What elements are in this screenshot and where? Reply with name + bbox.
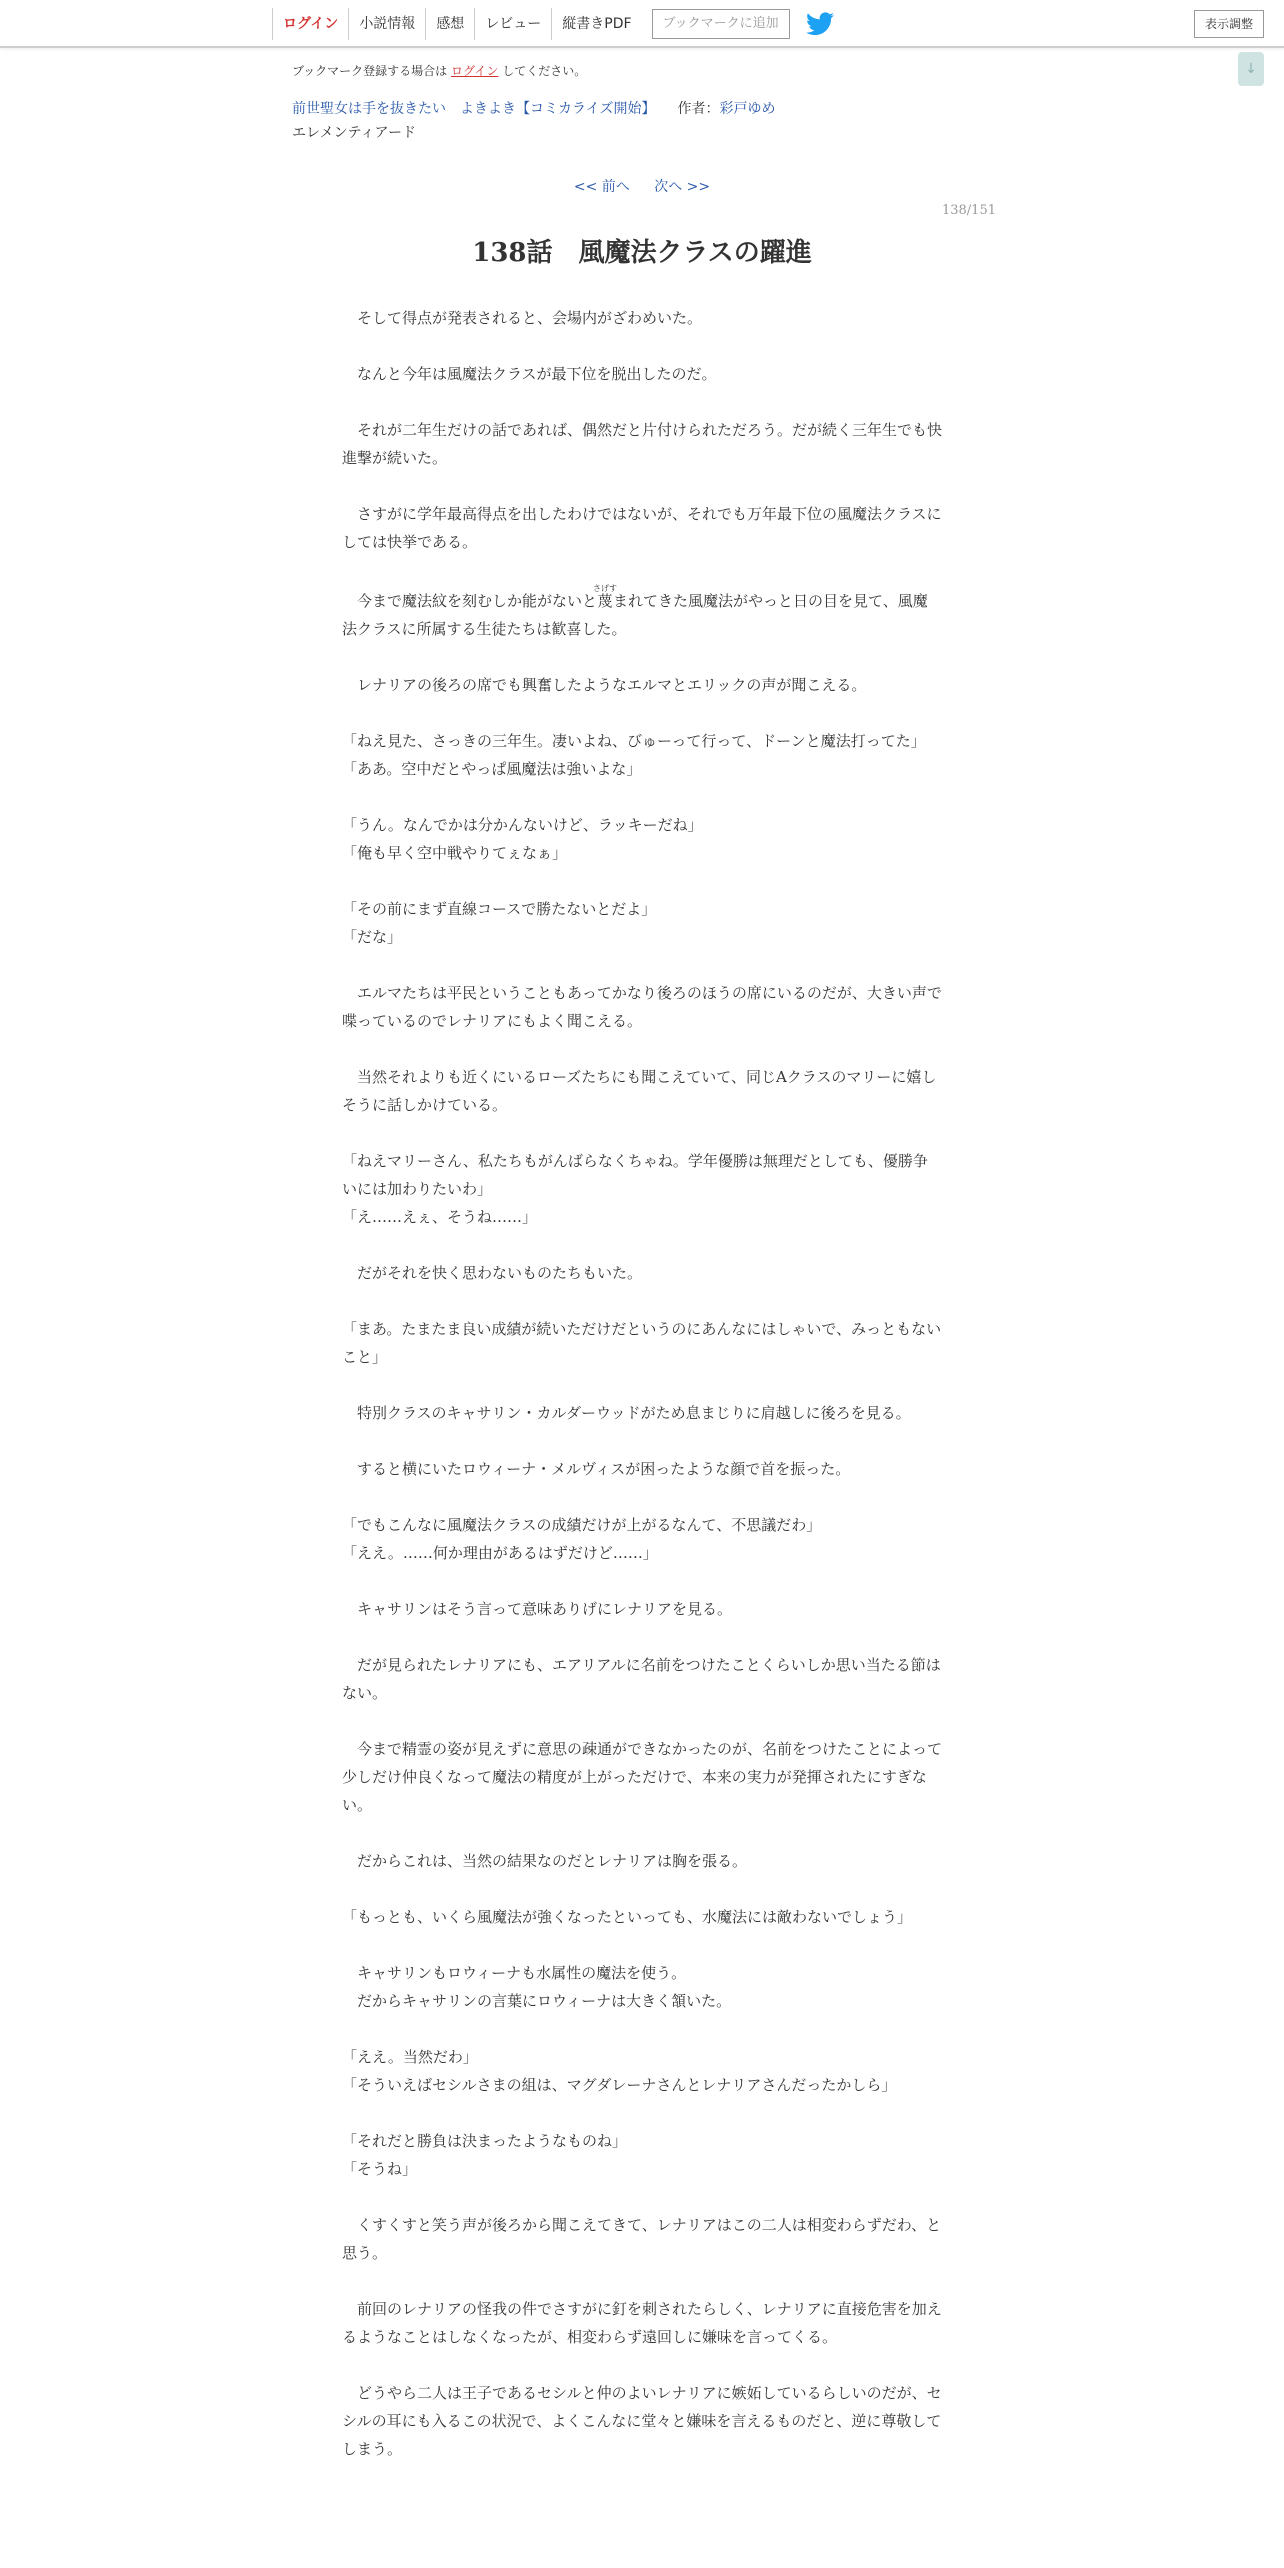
add-bookmark-button[interactable]: ブックマークに追加 [652,9,790,39]
display-settings-button[interactable]: 表示調整 [1194,10,1264,38]
body-paragraph: レナリアの後ろの席でも興奮したようなエルマとエリックの声が聞こえる。 [342,676,867,694]
bookmark-note-suffix: してください。 [502,64,587,78]
body-paragraph: キャサリンもロウィーナも水属性の魔法を使う。 [342,1964,687,1982]
body-paragraph: すると横にいたロウィーナ・メルヴィスが困ったような顔で首を振った。 [342,1460,851,1478]
body-paragraph: 特別クラスのキャサリン・カルダーウッドがため息まじりに肩越しに後ろを見る。 [342,1404,911,1422]
body-paragraph: どうやら二人は王子であるセシルと仲のよいレナリアに嫉妬しているらしいのだが、セシルの耳にも入るこの状況で、よくこんなに堂々と嫌味を言えるものだと、逆に尊敬してしまう。 [342,2384,942,2458]
blank-line [342,1231,942,1259]
nav-menu [272,8,834,40]
blank-line [342,556,942,584]
body-paragraph: 当然それよりも近くにいるローズたちにも聞こえていて、同じAクラスのマリーに嬉しそうに話しかけている。 [342,1068,937,1114]
chapter-pager [0,176,1284,196]
next-chapter-link[interactable]: 次へ >> [654,179,711,195]
body-paragraph: 「まあ。たまたま良い成績が続いただけだというのにあんなにはしゃいで、みっともないこと」 [342,1320,942,1366]
body-paragraph: 「そういえばセシルさまの組は、マグダレーナさんとレナリアさんだったかしら」 [342,2076,897,2094]
body-paragraph: 「俺も早く空中戦やりてぇなぁ」 [342,844,568,862]
blank-line [342,1035,942,1063]
login-link[interactable]: ログイン [272,8,348,40]
scroll-down-button[interactable]: ↓ [1238,52,1264,86]
blank-line [342,1707,942,1735]
publisher-label: エレメンティアード [292,125,417,141]
impressions-link[interactable]: 感想 [425,8,474,40]
body-paragraph: なんと今年は風魔法クラスが最下位を脱出したのだ。 [342,365,717,383]
body-paragraph: キャサリンはそう言って意味ありげにレナリアを見る。 [342,1600,733,1618]
blank-line [342,1931,942,1959]
body-paragraph: 「ええ。……何か理由があるはずだけど……」 [342,1544,658,1562]
author-label: 作者： [677,101,720,117]
body-paragraph: くすくすと笑う声が後ろから聞こえてきて、レナリアはこの二人は相変わらずだわ、と思う。 [342,2216,942,2262]
body-paragraph: 「それだと勝負は決まったようなものね」 [342,2132,628,2150]
blank-line [342,1483,942,1511]
novel-title-link[interactable]: 前世聖女は手を抜きたい よきよき【コミカライズ開始】 [292,101,656,117]
vertical-pdf-link[interactable]: 縦書きPDF [551,8,641,40]
page-number: 138/151 [941,203,996,218]
top-navigation-bar [0,0,1284,48]
body-paragraph: 「だな」 [342,928,403,946]
body-paragraph: だからこれは、当然の結果なのだとレナリアは胸を張る。 [342,1852,748,1870]
body-paragraph: 「うん。なんでかは分かんないけど、ラッキーだね」 [342,816,703,834]
bookmark-login-note [292,62,586,79]
blank-line [342,1623,942,1651]
prev-chapter-link[interactable]: << 前へ [573,179,630,195]
author-link[interactable]: 彩戸ゆめ [719,101,776,117]
body-paragraph: だからキャサリンの言葉にロウィーナは大きく頷いた。 [342,1992,732,2010]
blank-line [342,783,942,811]
body-paragraph: 「もっとも、いくら風魔法が強くなったといっても、水魔法には敵わないでしょう」 [342,1908,913,1926]
paragraph-text: まれてきた風魔法がやっと日の目を見て、風魔法クラスに所属する生徒たちは歓喜した。 [342,592,928,638]
blank-line [342,1119,942,1147]
blank-line [342,1875,942,1903]
blank-line [342,1819,942,1847]
body-paragraph: 前回のレナリアの怪我の件でさすがに釘を刺されたらしく、レナリアに直接危害を加えるようなことはしなくなったが、相変わらず遠回しに嫌味を言ってくる。 [342,2300,942,2346]
body-paragraph: 「ああ。空中だとやっぱ風魔法は強いよな」 [342,760,642,778]
blank-line [342,332,942,360]
chapter-title: 138話 風魔法クラスの躍進 [472,238,812,268]
twitter-bird-icon[interactable] [806,12,834,36]
blank-line [342,2183,942,2211]
blank-line [342,388,942,416]
bookmark-note-prefix: ブックマーク登録する場合は [292,64,448,78]
blank-line [342,1371,942,1399]
blank-line [342,1427,942,1455]
blank-line [342,2099,942,2127]
body-paragraph: だがそれを快く思わないものたちもいた。 [342,1264,643,1282]
body-paragraph: そして得点が発表されると、会場内がざわめいた。 [342,309,703,327]
body-paragraph: さすがに学年最高得点を出したわけではないが、それでも万年最下位の風魔法クラスにしては快挙である。 [342,505,942,551]
chapter-body [342,304,942,2463]
body-paragraph: 「え……えぇ、そうね……」 [342,1208,538,1226]
blank-line [342,2351,942,2379]
body-paragraph: 「ええ。当然だわ」 [342,2048,478,2066]
blank-line [342,699,942,727]
blank-line [342,1287,942,1315]
blank-line [342,472,942,500]
paragraph-text: 今まで魔法紋を刻むしか能がないと [342,592,598,610]
blank-line [342,951,942,979]
body-paragraph: 「ねえ見た、さっきの三年生。凄いよね、びゅーって行って、ドーンと魔法打ってた」 [342,732,926,750]
review-link[interactable]: レビュー [474,8,551,40]
body-paragraph: 「そうね」 [342,2160,418,2178]
blank-line [342,2267,942,2295]
bookmark-note-login-link[interactable]: ログイン [451,64,499,78]
novel-info-link[interactable]: 小説情報 [348,8,425,40]
blank-line [342,1567,942,1595]
ruby-annotation: 蔑さげす [593,584,618,610]
body-paragraph: 「ねえマリーさん、私たちもがんばらなくちゃね。学年優勝は無理だとしても、優勝争いには加わりたいわ」 [342,1152,928,1198]
blank-line [342,867,942,895]
body-paragraph: 「でもこんなに風魔法クラスの成績だけが上がるなんて、不思議だわ」 [342,1516,822,1534]
body-paragraph: それが二年生だけの話であれば、偶然だと片付けられただろう。だが続く三年生でも快進撃が続いた。 [342,421,943,467]
body-paragraph: 今まで精霊の姿が見えずに意思の疎通ができなかったのが、名前をつけたことによって少しだけ仲良くなって魔法の精度が上がっただけで、本来の実力が発揮されたにすぎない。 [342,1740,943,1814]
novel-header [292,98,775,118]
blank-line [342,643,942,671]
blank-line [342,2015,942,2043]
body-paragraph: 「その前にまず直線コースで勝たないとだよ」 [342,900,657,918]
body-paragraph [342,584,942,643]
body-paragraph: エルマたちは平民ということもあってかなり後ろのほうの席にいるのだが、大きい声で喋っているのでレナリアにもよく聞こえる。 [342,984,942,1030]
body-paragraph: だが見られたレナリアにも、エアリアルに名前をつけたことくらいしか思い当たる節はない。 [342,1656,941,1702]
